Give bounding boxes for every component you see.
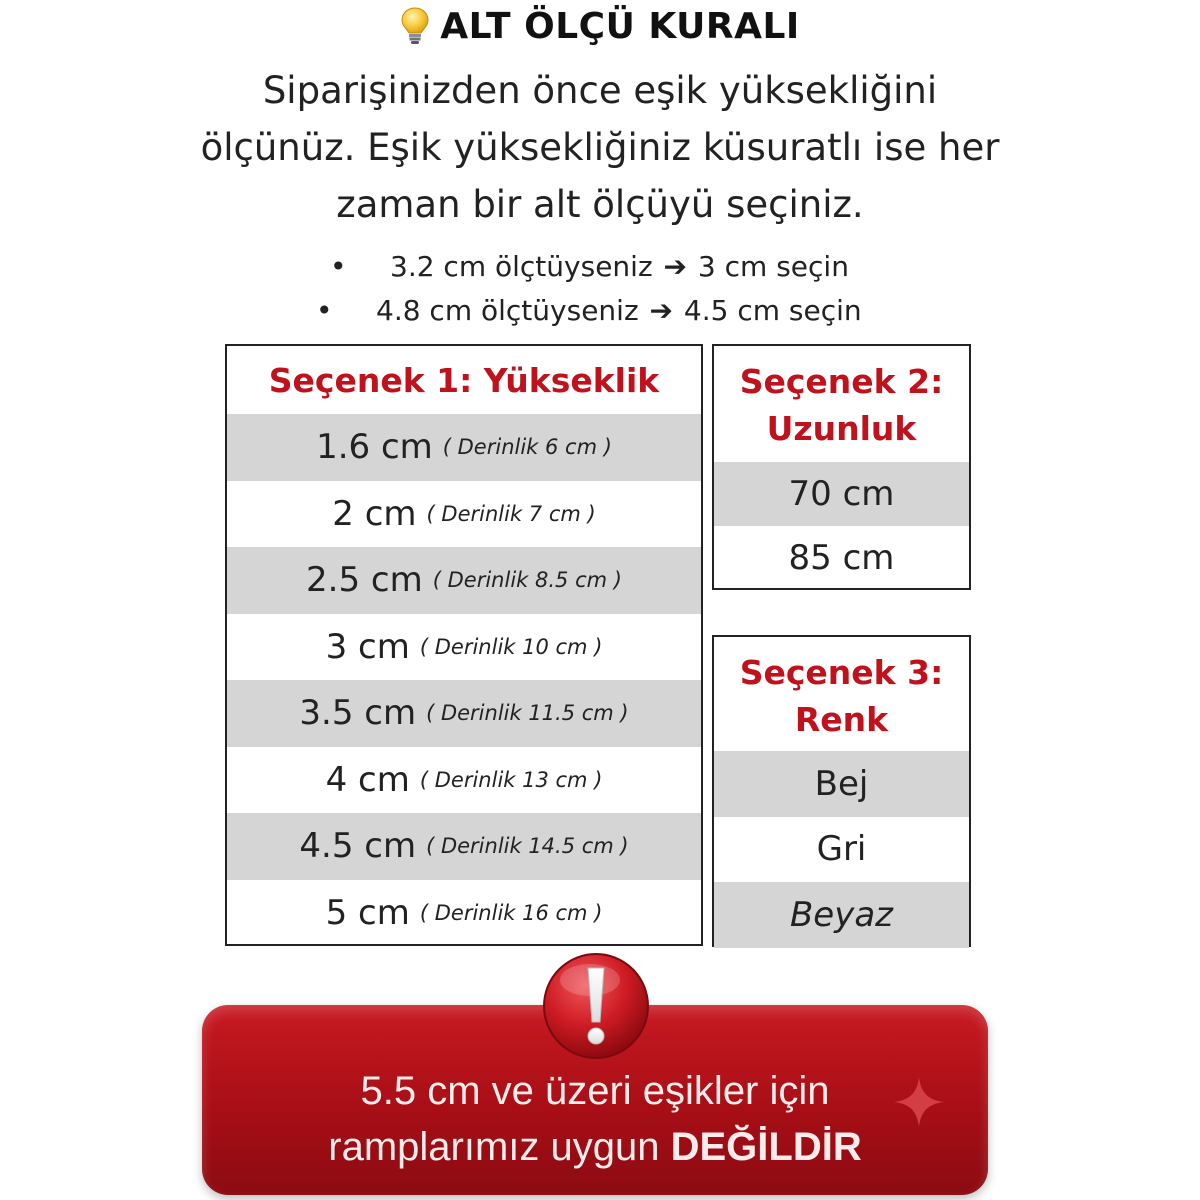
warning-text <box>202 1063 988 1175</box>
depth-note: ( Derinlik 10 cm ) <box>419 634 603 659</box>
option2-title-line: Uzunluk <box>766 409 917 448</box>
bullet-dot: • <box>316 294 333 327</box>
option3-title-line: Seçenek 3: <box>739 653 944 692</box>
option2-title-line: Seçenek 2: <box>739 362 944 401</box>
depth-note: ( Derinlik 6 cm ) <box>442 435 612 460</box>
option2-length-table <box>712 344 971 590</box>
depth-note: ( Derinlik 7 cm ) <box>426 501 596 526</box>
option1-title: Seçenek 1: Yükseklik <box>268 361 660 400</box>
example-measured: 3.2 cm ölçtüyseniz <box>390 250 653 283</box>
intro-line: zaman bir alt ölçüyü seçiniz. <box>336 183 864 226</box>
length-option-row[interactable]: 85 cm <box>788 538 895 578</box>
page-title <box>0 6 1200 55</box>
example-measured: 4.8 cm ölçtüyseniz <box>376 294 639 327</box>
exclamation-icon <box>540 950 652 1062</box>
height-option-row[interactable] <box>227 614 701 681</box>
intro-paragraph <box>150 62 1050 233</box>
height-value: 5 cm <box>325 892 410 933</box>
height-value: 4 cm <box>325 759 410 800</box>
height-option-row[interactable] <box>227 747 701 814</box>
intro-line: Siparişinizden önce eşik yüksekliğini <box>262 69 938 112</box>
height-option-row[interactable] <box>227 680 701 747</box>
arrow-right-icon: ➔ <box>649 294 674 327</box>
title-text: ALT ÖLÇÜ KURALI <box>440 6 800 47</box>
lightbulb-icon <box>400 6 430 55</box>
height-value: 1.6 cm <box>316 427 433 468</box>
option3-title <box>714 637 969 751</box>
height-value: 3.5 cm <box>299 693 417 734</box>
warning-emphasis: DEĞİLDİR <box>670 1125 862 1169</box>
warning-line-prefix: ramplarımız uygun <box>328 1125 660 1169</box>
intro-line: ölçünüz. Eşik yüksekliğiniz küsuratlı ise her <box>200 126 1000 169</box>
warning-line <box>202 1119 988 1175</box>
example-choose: 3 cm seçin <box>697 250 849 283</box>
option1-height-table <box>225 344 703 946</box>
color-option-row[interactable]: Gri <box>816 829 867 870</box>
depth-note: ( Derinlik 14.5 cm ) <box>426 834 629 859</box>
example-item <box>330 250 849 283</box>
height-option-row[interactable] <box>227 813 701 880</box>
length-option-row[interactable]: 70 cm <box>714 462 969 526</box>
bullet-dot: • <box>330 250 347 283</box>
color-option-row[interactable]: Beyaz <box>714 882 969 948</box>
option3-title-line: Renk <box>794 700 889 739</box>
height-value: 2.5 cm <box>306 560 423 601</box>
depth-note: ( Derinlik 13 cm ) <box>419 767 603 792</box>
height-option-row[interactable] <box>227 547 701 614</box>
height-value: 3 cm <box>325 626 410 667</box>
color-option-row[interactable]: Bej <box>714 751 969 817</box>
example-choose: 4.5 cm seçin <box>683 294 862 327</box>
example-item <box>316 294 862 327</box>
height-option-row[interactable] <box>227 481 701 548</box>
height-option-row[interactable] <box>227 880 701 947</box>
option2-title <box>714 346 969 462</box>
option3-color-table <box>712 635 971 947</box>
depth-note: ( Derinlik 16 cm ) <box>419 900 603 925</box>
depth-note: ( Derinlik 11.5 cm ) <box>426 701 629 726</box>
depth-note: ( Derinlik 8.5 cm ) <box>432 568 622 593</box>
height-value: 2 cm <box>332 493 417 534</box>
arrow-right-icon: ➔ <box>663 250 688 283</box>
warning-line: 5.5 cm ve üzeri eşikler için <box>360 1069 830 1113</box>
height-option-row[interactable] <box>227 414 701 481</box>
height-value: 4.5 cm <box>299 826 417 867</box>
